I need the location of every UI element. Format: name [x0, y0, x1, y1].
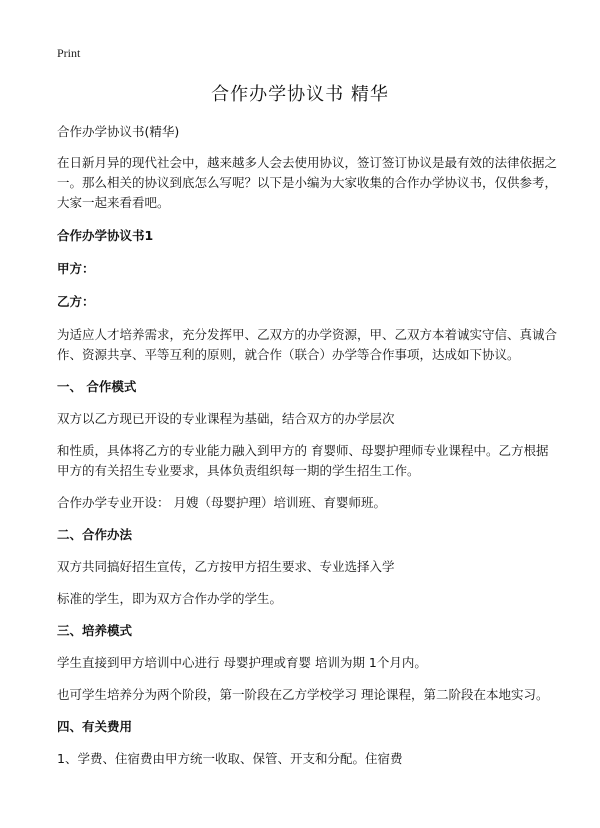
document-title: 合作办学协议书 精华 — [211, 84, 389, 105]
section-heading: 合作办学协议书1 — [57, 228, 154, 243]
paragraph: 学生直接到甲方培训中心进行 母婴护理或育婴 培训为期 1个月内。 — [57, 655, 427, 670]
paragraph: 合作办学协议书(精华) — [57, 124, 180, 139]
section-heading: 甲方： — [57, 261, 95, 276]
section-heading: 四、有关费用 — [57, 719, 133, 734]
print-link[interactable]: Print — [57, 46, 81, 60]
paragraph: 1、学费、住宿费由甲方统一收取、保管、开支和分配。住宿费 — [57, 751, 403, 766]
paragraph: 也可学生培养分为两个阶段，第一阶段在乙方学校学习 理论课程，第二阶段在本地实习。 — [57, 687, 549, 702]
paragraph: 和性质，具体将乙方的专业能力融入到甲方的 育婴师、母婴护理师专业课程中。乙方根据甲方的有关招生专业要求，具体负责组织每一期的学生招生工作。 — [57, 443, 549, 478]
section-heading: 一、 合作模式 — [57, 379, 137, 394]
document-body — [57, 122, 557, 769]
section-heading: 三、培养模式 — [57, 623, 133, 638]
paragraph: 双方以乙方现已开设的专业课程为基础，结合双方的办学层次 — [57, 411, 395, 426]
paragraph: 标准的学生，即为双方合作办学的学生。 — [57, 591, 283, 606]
paragraph: 在日新月异的现代社会中，越来越多人会去使用协议，签订签订协议是最有效的法律依据之一。那么相关的协议到底怎么写呢？以下是小编为大家收集的合作办学协议书，仅供参考，大家一起来看看吧。 — [57, 155, 558, 210]
section-heading: 二、合作办法 — [57, 527, 133, 542]
paragraph: 合作办学专业开设： 月嫂（母婴护理）培训班、育婴师班。 — [57, 495, 386, 510]
paragraph: 为适应人才培养需求，充分发挥甲、乙双方的办学资源，甲、乙双方本着诚实守信、真诚合作、资源共享、平等互利的原则，就合作（联合）办学等合作事项，达成如下协议。 — [57, 327, 558, 362]
paragraph: 双方共同搞好招生宣传，乙方按甲方招生要求、专业选择入学 — [57, 559, 395, 574]
section-heading: 乙方： — [57, 294, 95, 309]
